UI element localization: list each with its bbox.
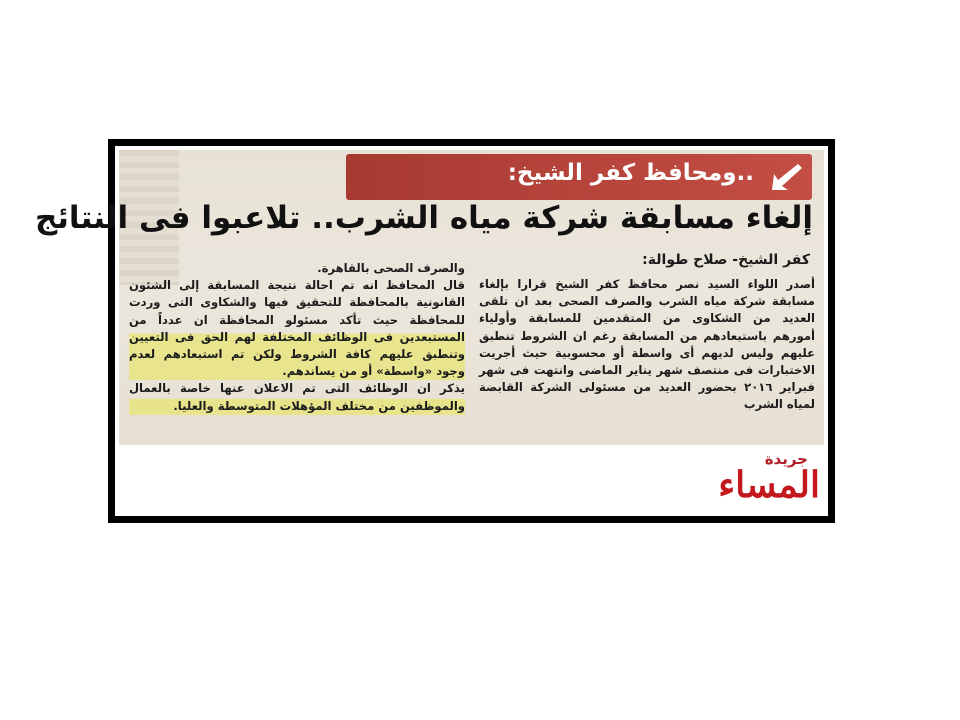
logo-small-text: جريدة xyxy=(764,450,808,468)
right-column-text: أصدر اللواء السيد نصر محافظ كفر الشيخ قرارا بإلغاء مسابقة شركة مياه الشرب والصرف الصحى بعد ان تلقى العديد من الشكاوى من المتقدمين للمسابقة وأولياء أمورهم باستبعادهم من المسابقة رغم ان الشروط تنطبق عليهم وليس لديهم أى واسطة أو محسوبية حيث أجريت الاختبارات فى منتصف شهر يناير الماضى وانتهت فى شهر فبراير ٢٠١٦ بحضور العديد من مسئولى الشركة القابضة لمياه الشرب xyxy=(479,277,815,412)
kicker-banner xyxy=(346,154,812,200)
newspaper-clipping xyxy=(34,150,824,445)
byline: كفر الشيخ- صلاح طوالة: xyxy=(642,252,810,268)
kicker-text: ..ومحافظ كفر الشيخ: xyxy=(507,160,754,186)
clipping-frame xyxy=(34,139,835,523)
clipping-inner-border xyxy=(34,144,830,518)
article-column-left xyxy=(129,260,465,415)
left-column-paragraph-3: يذكر ان الوظائف التى تم الاعلان عنها خاصة بالعمال والموظفين من مختلف المؤهلات المتوسطة والعليا. xyxy=(129,380,465,414)
newspaper-logo xyxy=(680,446,828,516)
headline: إلغاء مسابقة شركة مياه الشرب.. تلاعبوا فى النتائج xyxy=(34,200,813,236)
article-column-right xyxy=(479,276,815,414)
left-column-paragraph-1: والصرف الصحى بالقاهرة. xyxy=(317,261,465,275)
logo-big-text: المساء xyxy=(718,464,820,506)
arrow-icon xyxy=(768,160,804,194)
left-column-paragraph-2: قال المحافظ انه تم احالة نتيجة المسابقة إلى الشئون القانونية بالمحافظة للتحقيق فيها والشكاوى التى وردت للمحافظة حيث تأكد مسئولو المحافظة ان عدداً من المستبعدين فى الوظائف المختلفة لهم الحق فى التعيين وتنطبق عليهم كافة الشروط ولكن تم استبعادهم لعدم وجود «واسطة» أو من يساندهم. xyxy=(129,277,465,380)
